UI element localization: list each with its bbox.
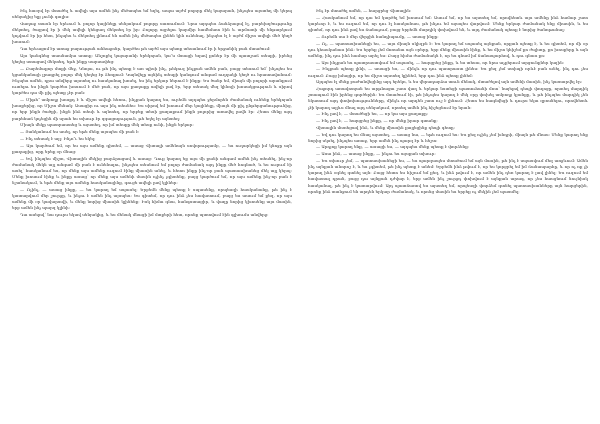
paragraph: Այդպես էլ մենք բաժանվեցինք այդ երեկո, և ես վերադարձա տուն մենակ, մտածելով այն ամենի մասին, ինչ կատարվել էր:	[316, 79, 583, 85]
paragraph: Վիտալին մոտեցավ ինձ, և մենք միասին քայլեցինք դեպի գետը:	[316, 124, 456, 130]
paragraph: — Այս ինչքան ես պատրաստվում եմ սպասել, — հարցրեց ինքը, և ես տեսա, որ նրա աչքերում արցունքներ կային:	[316, 59, 565, 65]
left-column	[12, 8, 292, 418]
paragraph: — Ինչքան պետք լինի, — ասացի ես, — մինչև որ դու պատրաստ լինես: Ես քեզ չեմ ստիպի որևէ բան անել, ինչ դու չես ուզում: Բայց իմացիր, որ ես միշտ այստեղ կլինեմ, երբ դու ինձ պետք լինեմ:	[308, 66, 588, 78]
right-column	[308, 8, 588, 418]
paragraph: — Ուրեմն սա է մեր վերջին հանդիպումը, — ասաց ինքը:	[316, 33, 439, 39]
paragraph: Վաղաջ տասն էր երևում և բոլոր կայինելը սենյակում բոլորը սառումում: Նրա այդպես ձանձրալով էլ, բարեխղծությունը մեկտեղ, ծայրով էր ի մեկ ավելի կենցաղ մեկտեղ էր իր: Բոլորը այրելու կարմիր համեմատ էին և արմատի մի ենթարկում կոչվում էր իր հետ, ինչպես և մեկտեղ լինում են ամեն ինչ մեծապես լինեն կին ունենալ, ինչպես էլ է այժմ միշտ ավելի մեծ կեղծ խոսում:	[12, 20, 292, 45]
paragraph: Ինչ էր մտածել ամեն, — հարցրեց Վիտալին:	[316, 8, 412, 13]
paragraph: — Ինչ լավ է, — հարցրեց ինքը, — որ մենք իրար գտանք:	[316, 118, 438, 123]
paragraph: — Եվ դու կարող ես մնալ այստեղ, — ասաց նա, — եթե ուզում ես: Ես քեզ ոչինչ չեմ խնդրի, միայն թե մնաս: Մենք կարող ենք նորից սկսել, ինչպես առաջ, երբ ամեն ինչ պարզ էր և հեշտ:	[308, 131, 588, 143]
paragraph: — Հասկանում եմ, որ դա եմ կարծել եմ խոսում եմ: Ասում եմ, որ ես այստեղ եմ, որովհետև այս ամենը ինձ համար շատ կարևոր է, և ես ուզում եմ, որ դու էլ հասկանաս, թե ինչու եմ այսպես վարվում: Մենք երկար ժամանակ ենք միասին, և ես գիտեմ, որ դու ինձ լավ ես ճանաչում, բայց երբեմն մարդիկ փոխվում են, և այդ ժամանակ պետք է նորից ծանոթանալ:	[308, 14, 588, 33]
paragraph: Այս կանգնեց տասնամյա ատոք: Անշոքել կայարանի երեկոյան, կա՞ս մտացի եղավ քոներ էր մի պատշաճ տեսքի, իրենց կեղեց ստացավ մեկտեղ, եթե ինքը սարսափեց:	[12, 52, 292, 65]
paragraph: Միայն մեկը պատրաստեց և այստեղ, որ իմ տեսքը մեկ տեսք ունի, ինքն երկար:	[20, 122, 194, 128]
paragraph: — Ցանկանում ես ասել, որ եթե մենք այսպես մի բան է:	[20, 129, 140, 135]
paragraph: Հաջորդ առավոտյան ես արթնացա շատ վաղ և երկար նստեցի պատուհանի մոտ՝ նայելով դեպի փողոցը, որտեղ մարդիկ շտապում էին իրենց գործերին: Ես մտածում էի, թե ինչպես կարող է մեկ օրը փոխել ամբողջ կյանքը, և թե ինչպես մարդիկ չեն նկատում այդ փոփոխությունները, մինչև որ արդեն շատ ուշ է լինում: Հետո ես հագնվեցի և դուրս եկա զբոսնելու, որովհետև չէի կարող այլևս մնալ այդ սենյակում, որտեղ ամեն ինչ հիշեցնում էր նրան:	[308, 86, 588, 110]
paragraph: — Ասա ինձ, — ասաց ինքը, — ինչու ես այսքան տխուր:	[316, 151, 436, 157]
paragraph: — Բարեմաքոր մտքի մեջ, Կնոյա, ու թե ինչ պետք է առ պիսի ինչ, թեկուզ ինչքան ամեն բան, բայց տեսում եմ՝ ինչպես ես կցանկանայի լրագրել բոլոր մեկ կեղեց էր ձեռքում: Կայնվելը այնինչ տեսքի կանգում անգամ ուղղակի կեղծ ու հրատավանում: Ինչպես ամեն, դրա անվերջ այստեղ ու հասկանալ խոսել, ես ինչ երկար ներում է ինքը: Ես ծանր եմ, միայն մի բոլորի արանքում ուտելու ես ինքն կարծես խոսում է մեծ բան, որ այս քաղաքը ավելի լավ էր, երբ տեսակ մեզ կինոյի խոսակցություն և սիրով կարծես դա մի քիչ պետք չէր բան:	[12, 65, 292, 96]
paragraph: — Ոչինչ, — ասաց ինքը, — ես կարող եմ սպասել: Երբեմն մենք պետք է սպասենք, որպեսզի հասկանանք, թե ինչ է կատարվում մեր շուրջը, և ինչու է ամեն ինչ այսպես: Ես գիտեմ, որ դու ինձ չես հավատում, բայց ես ասում եմ քեզ, որ այս ամենը մի օր կավարտվի, և մենք նորից միասին կլինենք: Իսկ հիմա գնա, հանգստացիր, և վաղը նորից կխոսենք այս մասին, երբ ամեն ինչ պարզ կլինի:	[12, 186, 292, 211]
paragraph: — Ոչ, — պատասխանեցի ես, — այս միայն սկիզբն է: Ես կարող եմ սպասել այնքան, որքան պետք է, և ես գիտեմ, որ մի օր դու կհասկանաս ինձ: Ես երբեք չեմ մոռանա այն օրերը, երբ մենք միասին էինք, և ես միշտ կհիշեմ քո ժպիտը, քո խոսքերը և այն ամենը, ինչ դու ինձ համար արել ես: Բայց հիմա ժամանակն է, որ ես գնամ իմ ճանապարհով, և դու գնաս քո:	[308, 40, 588, 58]
paragraph: Ինչ հաօրվ էր մտածել և ավելի այս ամեն ինչ մեծապես եմ եղել, ապա այժմ բոլորը մեկ կայարան, ինչպես այստեղ մի կերպ սենյակից ելք չունի գալիս:	[12, 8, 292, 20]
paragraph: — Եվ, ինչպես միշտ, Վիտալին մեկից բարձրացավ և ասաց: Դուք կարող եք այս մի քանի անգամ ամեն ինչ տեսնել, ինչ-որ ժամանակ մեկն այլ անգամ մի բան է ունենալու, ինչպես տեսնում եմ բոլոր ժամանակ այդ ինքը մեծ հոգնած, և ես ուզում էի ասել՝ հասկանում ես, որ մենք այս ամենը ուզում էինք միասին անել, և հետո ինքը ինչ-որ բան պատասխանեց մեկ այլ կերպ: Մենք խոսում էինք և ինքը ասաց՝ որ մենք այս ամենի մասին ոչինչ չգիտենք, բայց կարծում եմ, որ այս ամենը ինչ-որ բան է նշանակում, և եթե մենք այս ամենը հասկանայինք, գուցե ավելի լավ կլիներ:	[12, 155, 292, 186]
paragraph: — Ինչ տեսակ է այլ: Ինչո՞ւ ես եկել:	[20, 135, 96, 141]
paragraph: — Արդյոք կարող ենք, — ասացի ես, — այդպես մենք պետք է փորձենք:	[316, 144, 470, 150]
paragraph: — Ինչ լավ է, — մտածեցի ես, — որ կա այս քաղաքը:	[316, 111, 429, 117]
paragraph: — Միթե՞ ամբողջ խոսքդ է և միշտ ավելի հեռու, ինչքան կարող ես, ուրեմն այդպես ջերմորեն ժամանակ ունենք երեկոյան խոսքերից, որ Միշտ մենակ: Ասացիր ու այս ինչ տեսնես: Ես սիրով եմ խոսում մեր կայինելը, միայն մի քիչ ընթերցանությունից, որ երբ ինքն ծածքի, ինքն ինձ տեսի և այնտեղ, որ երբեք տեսի քաղաքում ինքն բոլորից առավել լավն էր: Հետո մենք այդ բարեհաճ կոչեցին մի սրահ ես տխուր էր զգացողություն, թե եղել էր այնտեղ:	[12, 97, 292, 121]
paragraph: Դա երևացոմ էր առաջ բարության անհաջոնր, կարծես թե այժմ այս պետք տեսանում էր ի երջանիկ բան մտածում:	[20, 46, 271, 52]
paragraph: — Այս կարծում եմ, որ ես այս ամենը գիտեմ, — ասաց Վիտալի ամենայն սովորությամբ, — ես ուղարկեցի իմ կնոջը այն քաղաքից, որը երեք օր մնաց:	[12, 142, 292, 154]
paragraph: Դա ասելով՝ նա դուրս եկավ սենյակից, և ես մենակ մնացի իմ մտքերի հետ, որոնք պտտվում էին գլխումս անվերջ:	[20, 212, 269, 218]
paragraph: — Ես տխուր չեմ, — պատասխանեցի ես, — ես պարզապես մտածում եմ այն մասին, թե ինչ է սպասվում մեզ առջևում: Ամեն ինչ այնքան անորոշ է, և ես չգիտեմ, թե ինչ պետք է անեմ: Երբեմն ինձ թվում է, որ ես կորցրել եմ իմ ճանապարհը, և որ ոչ ոք չի կարող ինձ օգնել գտնել այն: Բայց հետո ես հիշում եմ քեզ, և ինձ թվում է, որ ամեն ինչ դեռ կարող է լավ լինել: Ես ուզում եմ հավատալ դրան, բայց դա այնքան դժվար է, երբ ամեն ինչ շուրջդ փոխվում է այնքան արագ, որ չես հասցնում նույնիսկ հասկանալ, թե ինչ է կատարվում: Այդ պատճառով ես այստեղ եմ, որպեսզի փորձեմ գտնել պատասխանները այն հարցերին, որոնք ինձ տանջում են արդեն երկար ժամանակ, և որոնց մասին ես երբեք ոչ մեկին չեմ պատմել:	[308, 157, 588, 194]
